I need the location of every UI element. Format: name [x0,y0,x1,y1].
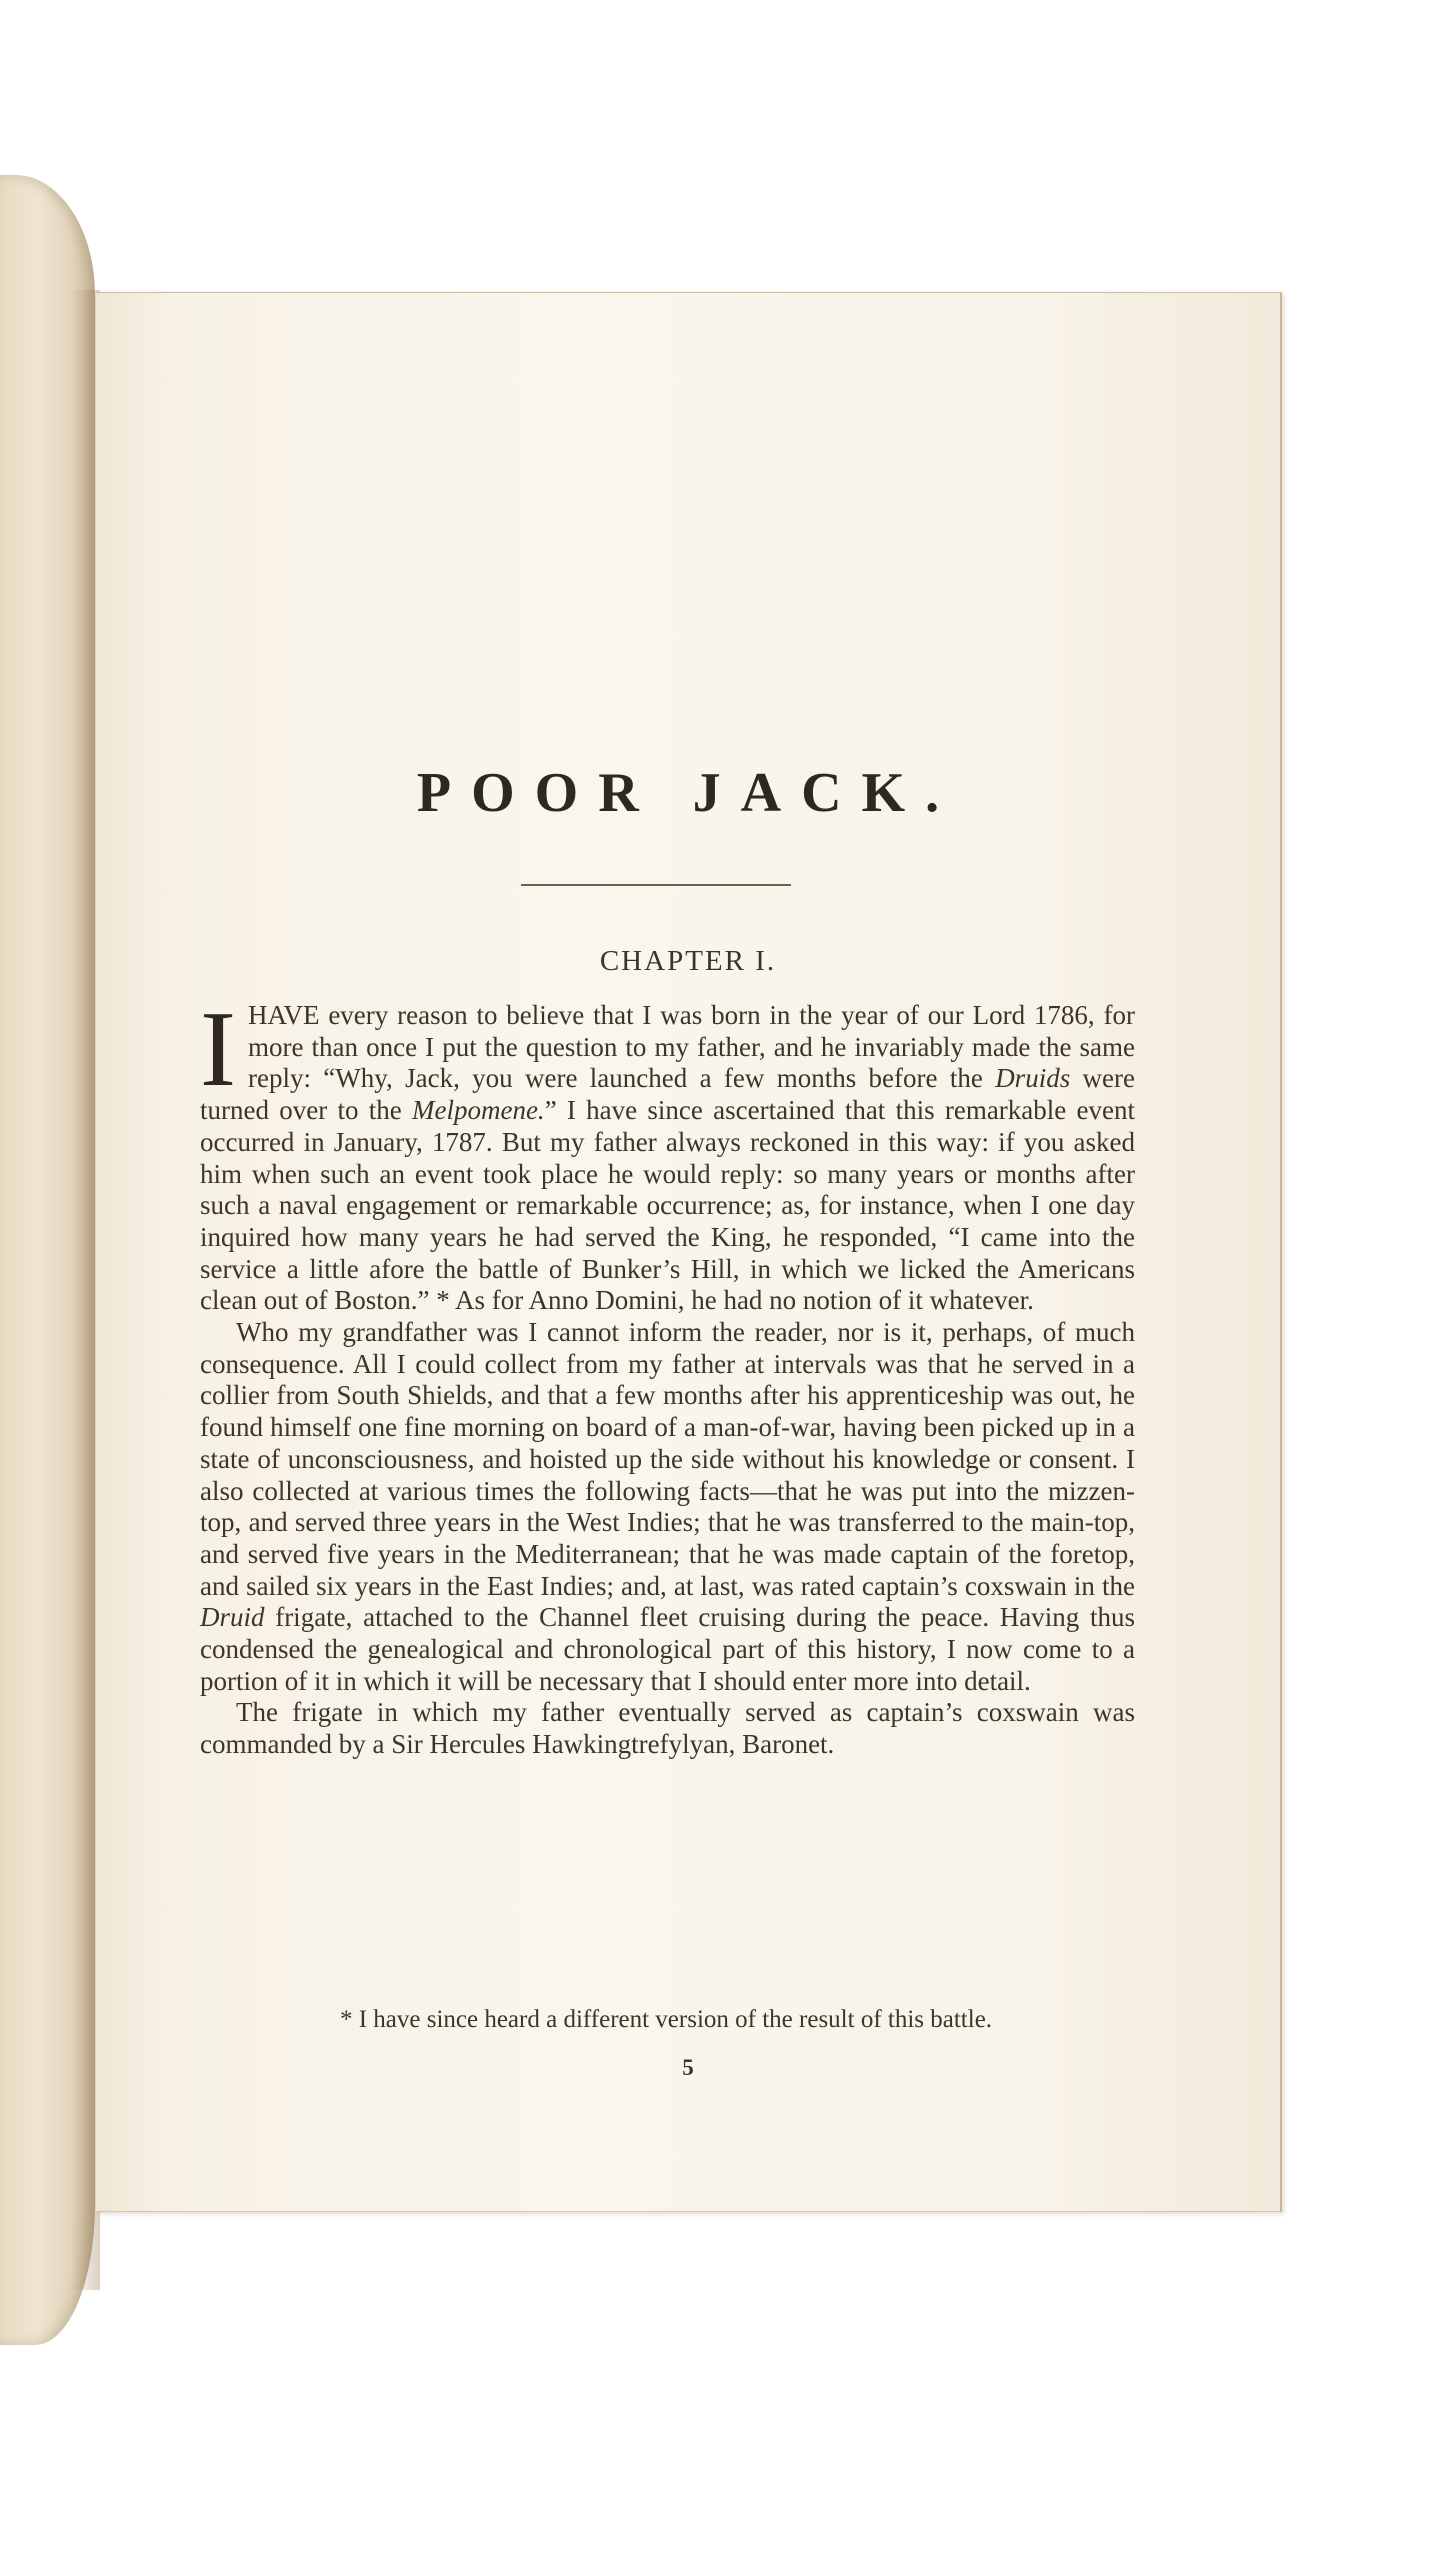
paragraph-2-rest: frigate, attached to the Channel fleet cruising during the peace. Having thus condensed the genealogical and chronological part of this history, I now come to a portion of it in which it will be necessary that I should enter more into detail. [200,1602,1135,1696]
page-body [200,990,1135,1761]
paragraph-1-mid: were turned over to the [200,1063,1135,1126]
chapter-heading: CHAPTER I. [599,945,777,977]
paragraph-1-rest: ” I have since ascertained that this remarkable event occurred in January, 1787. But my father always reckoned in this way: if you asked him when such an event took place he would reply: so many years or months after such a naval engagement or remarkable occurrence; as, for instance, when I one day inquired how many years he had served the King, he responded, “I came into the service a little afore the battle of Bunker’s Hill, in which we licked the Americans clean out of Boston.” * As for Anno Domini, he had no notion of it whatever. [200,1095,1135,1316]
paragraph-2-lead: Who my grandfather was I cannot inform the reader, nor is it, perhaps, of much consequence. All I could collect from my father at intervals was that he served in a collier from South Shields, and that a few months after his apprenticeship was out, he found himself one fine morning on board of a man-of-war, having been picked up in a state of unconsciousness, and hoisted up the side without his knowledge or consent. I also collected at various times the following facts—that he was put into the mizzen-top, and served three years in the West Indies; that he was transferred to the main-top, and served five years in the Mediterranean; that he was made captain of the foretop, and sailed six years in the East Indies; and, at last, was rated captain’s coxswain in the [200,1317,1135,1601]
book-page [96,292,1282,2212]
paragraph-1-lead: HAVE every reason to believe that I was born in the year of our Lord 1786, for more than once I put the question to my father, and he invariably made the same reply: “Why, Jack, you were launched a few months before the [247,1000,1135,1094]
paragraph-3: The frigate in which my father eventually served as captain’s coxswain was commanded by a Sir Hercules Hawkingtrefylyan, Baronet. [200,1697,1135,1760]
footnote: * I have since heard a different version of the result of this battle. [339,2006,993,2033]
italic-druid: Druid [200,1602,265,1633]
italic-druids: Druids [995,1063,1071,1094]
book-title: POOR JACK. [416,762,960,824]
drop-cap: I [200,990,236,1109]
paragraph-1 [200,990,1135,1317]
page-number: 5 [682,2055,694,2080]
paragraph-2 [200,1317,1135,1697]
title-rule [521,884,791,886]
italic-melpomene: Melpomene. [411,1095,545,1126]
